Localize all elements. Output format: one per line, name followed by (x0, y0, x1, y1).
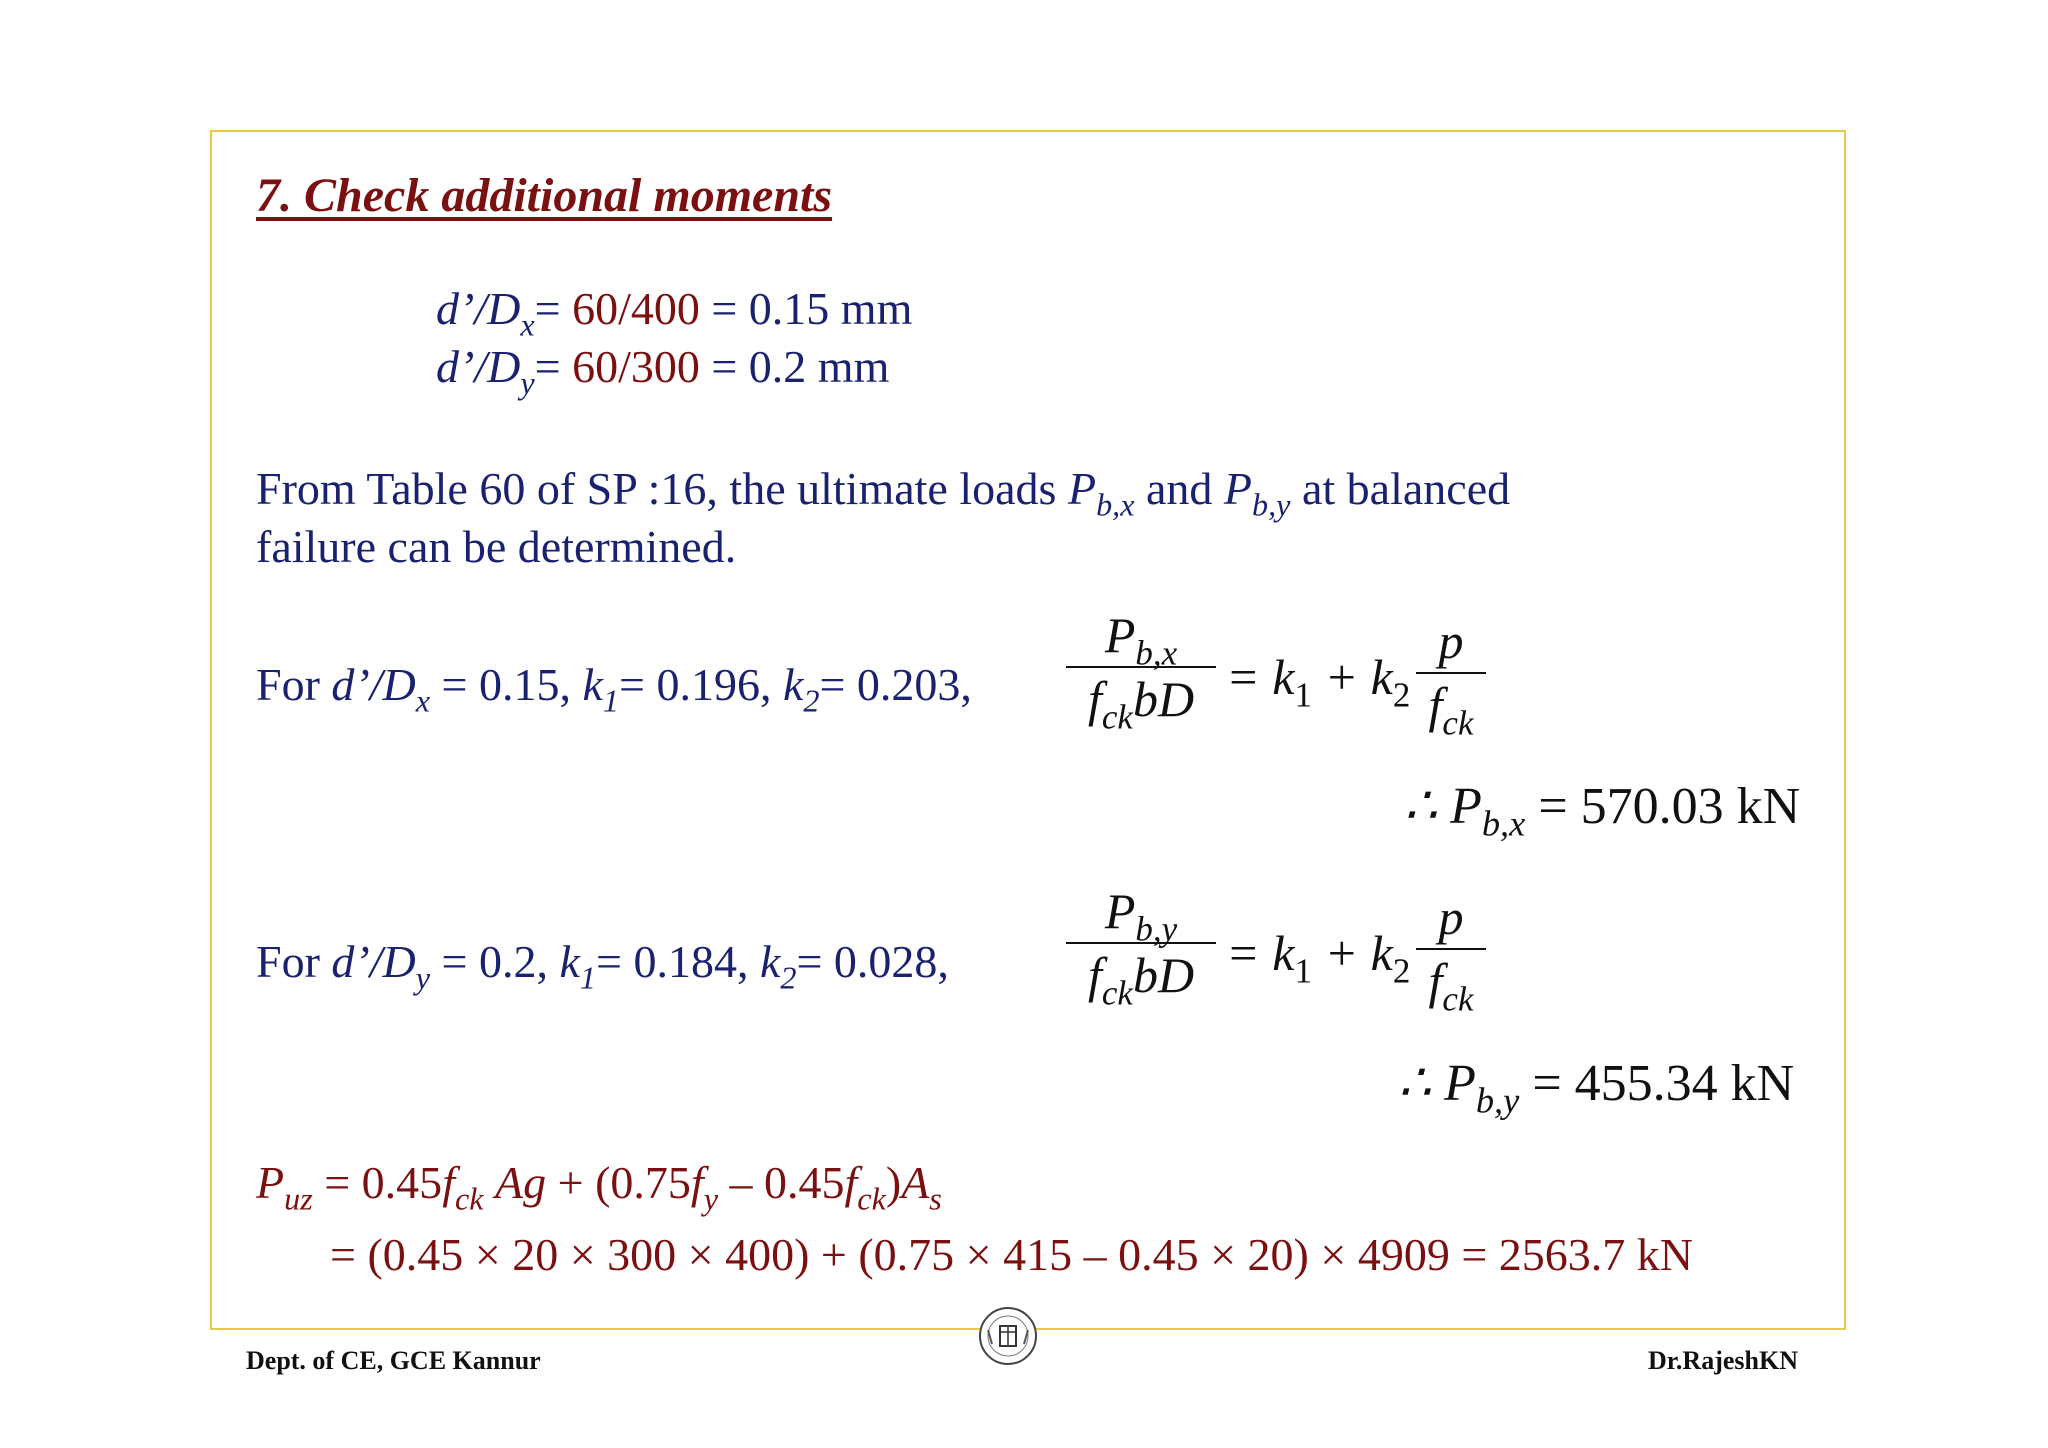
case-x-ratio: d’/D (331, 659, 416, 710)
case-x-k1val: = 0.196, (619, 659, 783, 710)
case-y-frac2-num: p (1438, 889, 1464, 945)
case-y-rhs-sub2: 2 (1392, 951, 1411, 991)
case-x-fraction (1066, 607, 1216, 737)
case-x-frac-num: P (1104, 607, 1136, 663)
case-x-k1: k (582, 659, 603, 710)
case-x-rhs-mid: + k (1311, 649, 1393, 705)
case-y-result (1398, 1053, 1795, 1121)
para-pbx: P (1067, 463, 1097, 514)
case-x-frac-den: f (1087, 671, 1102, 727)
case-y-rhs-mid: + k (1311, 925, 1393, 981)
ratio-y-sub: y (520, 364, 535, 401)
puz-psub: uz (284, 1180, 313, 1217)
para-text-3: at balanced (1290, 463, 1511, 514)
footer-left: Dept. of CE, GCE Kannur (246, 1346, 541, 1375)
case-x-sub: x (415, 682, 431, 719)
para-text-1: From Table 60 of SP :16, the ultimate loads (256, 463, 1068, 514)
case-y-frac2-den-sub: ck (1442, 979, 1474, 1019)
case-y-result-sub: b,y (1475, 1080, 1520, 1121)
case-y-pre: For (256, 936, 332, 987)
puz-f1sub: ck (454, 1180, 484, 1217)
case-y-k2val: = 0.028, (796, 936, 949, 987)
case-y-rhs (1226, 924, 1411, 991)
case-x-frac-den-sub: ck (1101, 697, 1133, 737)
puz-t2 (484, 1157, 496, 1208)
case-x-k2: k (782, 659, 804, 710)
ratio-x-rest: = 0.15 mm (699, 283, 913, 334)
ratio-y-eq: = (534, 341, 573, 392)
puz-ag: Ag (495, 1157, 547, 1208)
case-y-sub: y (415, 959, 431, 996)
case-y-frac2-den: f (1428, 953, 1443, 1009)
case-x-frac2-den: f (1428, 677, 1443, 733)
ratio-x-val: 60/400 (572, 283, 700, 334)
puz-f3: f (844, 1157, 858, 1208)
case-x-rhs-sub1: 1 (1294, 675, 1312, 715)
para-text-2: and (1134, 463, 1224, 514)
case-x-frac-den-rest: bD (1132, 671, 1195, 727)
para-pby-sub: b,y (1252, 486, 1291, 523)
ratio-x-lhs: d’/D (436, 283, 521, 334)
case-y-result-pre: ∴ P (1398, 1055, 1476, 1112)
case-y-frac-num: P (1104, 883, 1136, 939)
case-y-rhs-sub1: 1 (1294, 951, 1312, 991)
puz-t3: + (0.75 (546, 1157, 691, 1208)
case-x-result (1404, 776, 1801, 844)
puz-f2: f (690, 1157, 704, 1208)
ratio-y-val: 60/300 (572, 341, 700, 392)
case-y-k1: k (559, 936, 580, 987)
paragraph-line-2: failure can be determined. (256, 521, 737, 572)
paragraph-line-1 (256, 462, 1511, 523)
case-x-frac2-num: p (1438, 613, 1464, 669)
puz-formula (256, 1156, 942, 1217)
puz-assub: s (929, 1180, 942, 1217)
ratio-line-y (436, 340, 890, 401)
puz-calculation: = (0.45 × 20 × 300 × 400) + (0.75 × 415 – 0.45 × 20) × 4909 = 2563.7 kN (330, 1229, 1693, 1280)
case-x-frac-num-sub: b,x (1135, 633, 1178, 673)
footer-right: Dr.RajeshKN (1648, 1346, 1798, 1375)
case-x-rhs (1226, 648, 1411, 715)
case-y-rhs-k1: = k (1226, 925, 1295, 981)
case-y-frac-num-sub: b,y (1135, 909, 1178, 949)
case-y-line (256, 935, 949, 996)
puz-t1: = 0.45 (312, 1157, 443, 1208)
case-x-frac2-den-sub: ck (1442, 703, 1474, 743)
case-y-k2sub: 2 (780, 959, 797, 996)
case-x-vals: = 0.15, (430, 659, 583, 710)
case-x-result-val: = 570.03 kN (1525, 778, 1801, 835)
ratio-x-eq: = (534, 283, 573, 334)
case-y-frac-den-rest: bD (1132, 947, 1195, 1003)
case-x-k2val: = 0.203, (819, 659, 972, 710)
ratio-line-x (436, 282, 913, 343)
college-logo-icon (976, 1300, 1040, 1376)
case-y-frac-den-sub: ck (1101, 973, 1133, 1013)
case-x-rhs-k1: = k (1226, 649, 1295, 705)
puz-t4: – 0.45 (718, 1157, 845, 1208)
para-pbx-sub: b,x (1096, 486, 1135, 523)
puz-as: A (901, 1157, 930, 1208)
puz-f1: f (442, 1157, 455, 1208)
case-x-rhs-sub2: 2 (1392, 675, 1411, 715)
case-x-k1sub: 1 (602, 682, 619, 719)
case-y-k1val: = 0.184, (596, 936, 760, 987)
puz-f2sub: y (703, 1180, 718, 1217)
case-y-ratio: d’/D (331, 936, 416, 987)
ratio-y-rest: = 0.2 mm (699, 341, 890, 392)
slide-title: 7. Check additional moments (256, 169, 833, 222)
case-x-pre: For (256, 659, 332, 710)
case-y-fraction (1066, 883, 1216, 1013)
case-y-k2: k (759, 936, 781, 987)
case-y-result-val: = 455.34 kN (1519, 1055, 1795, 1112)
ratio-y-lhs: d’/D (436, 341, 521, 392)
puz-p: P (256, 1157, 285, 1208)
case-y-fraction-2 (1416, 889, 1486, 1019)
case-x-line (256, 658, 972, 719)
case-y-vals: = 0.2, (430, 936, 560, 987)
para-pby: P (1223, 463, 1253, 514)
ratio-x-sub: x (520, 306, 535, 343)
case-y-k1sub: 1 (579, 959, 596, 996)
case-y-frac-den: f (1087, 947, 1102, 1003)
puz-t5: ) (885, 1157, 902, 1208)
puz-f3sub: ck (857, 1180, 886, 1217)
case-x-k2sub: 2 (803, 682, 820, 719)
case-x-fraction-2 (1416, 613, 1486, 743)
case-x-result-sub: b,x (1481, 803, 1526, 844)
case-x-result-pre: ∴ P (1404, 778, 1482, 835)
